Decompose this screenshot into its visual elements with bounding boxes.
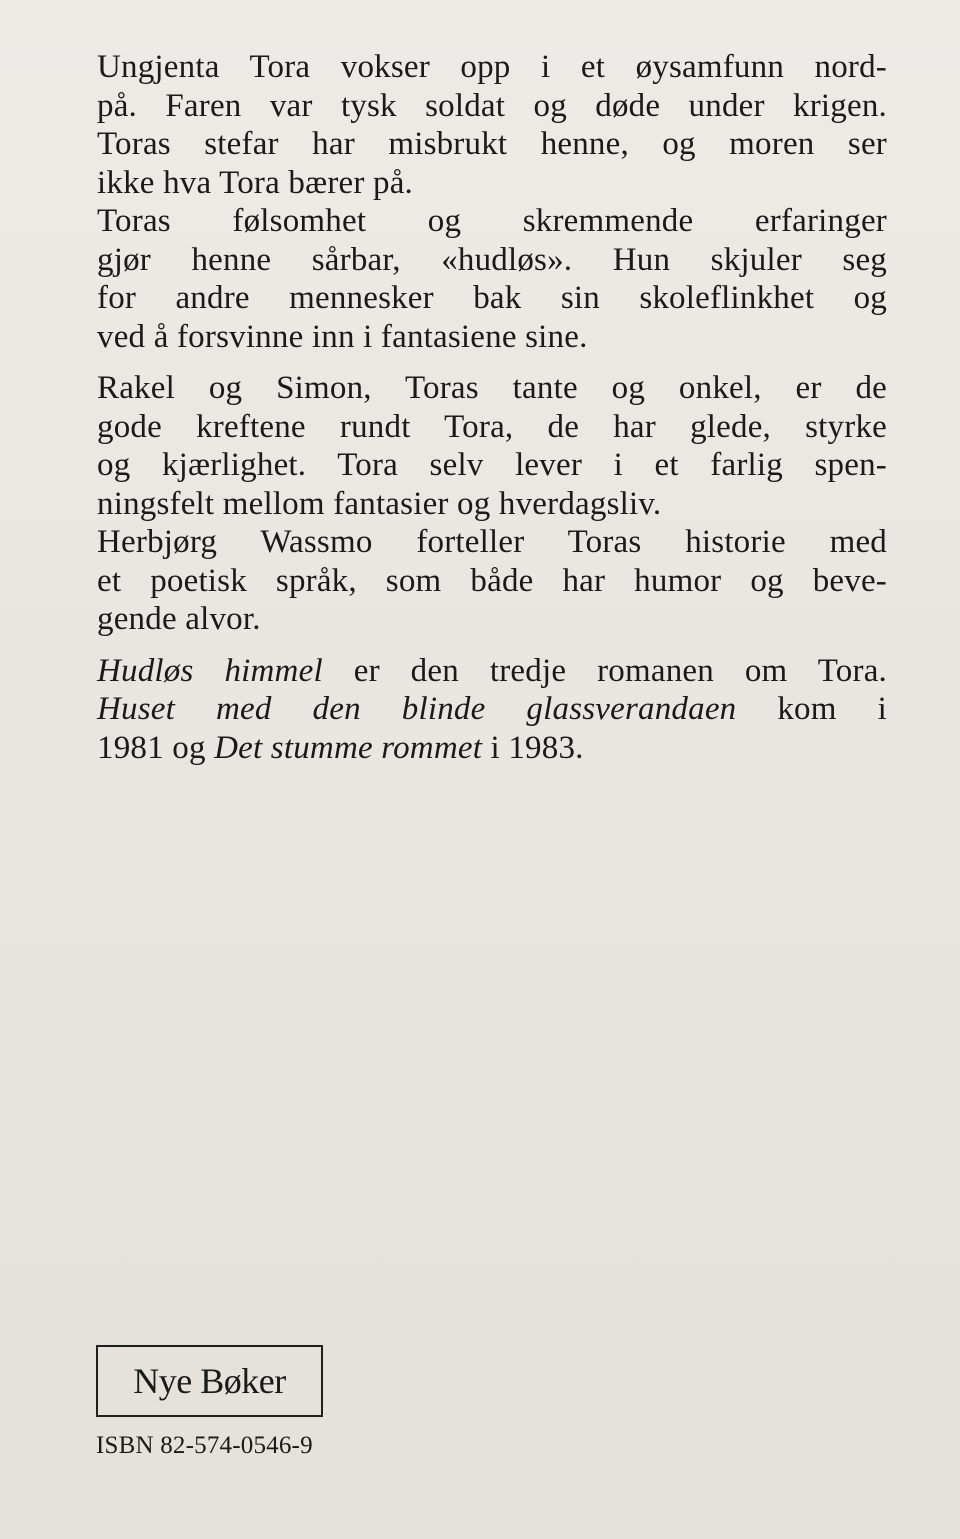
text-line: ved å forsvinne inn i fantasiene sine. — [97, 318, 588, 355]
blurb-paragraph-1 — [97, 48, 887, 356]
text-run: i 1983. — [482, 729, 584, 766]
text-line: Toras følsomhet og skremmende erfaringer — [97, 203, 887, 239]
book-title: Det stumme rommet — [214, 729, 483, 766]
text-line: og kjærlighet. Tora selv lever i et farlig spen- — [97, 447, 887, 483]
blurb-text — [97, 48, 887, 780]
book-title: Hudløs himmel — [97, 652, 323, 689]
text-line: gode kreftene rundt Tora, de har glede, styrke — [97, 408, 887, 445]
blurb-paragraph-3 — [97, 652, 887, 768]
text-line: et poetisk språk, som både har humor og beve- — [97, 562, 887, 599]
isbn-number: ISBN 82-574-0546-9 — [96, 1432, 313, 1459]
text-line: Toras stefar har misbrukt henne, og moren ser — [97, 126, 887, 162]
text-line: Ungjenta Tora vokser opp i et øysamfunn nord- — [97, 49, 887, 85]
text-run: kom i — [736, 691, 887, 727]
text-line: på. Faren var tysk soldat og døde under krigen. — [97, 87, 887, 124]
text-line: ikke hva Tora bærer på. — [97, 164, 413, 201]
text-line: gende alvor. — [97, 601, 261, 637]
text-run: er den tredje romanen om Tora. — [322, 652, 887, 689]
text-line: ningsfelt mellom fantasier og hverdagsliv. — [97, 485, 662, 522]
text-line: Rakel og Simon, Toras tante og onkel, er de — [97, 370, 887, 406]
text-line — [97, 652, 887, 691]
text-line: Herbjørg Wassmo forteller Toras historie med — [97, 524, 887, 560]
text-line — [97, 690, 887, 729]
text-line: gjør henne sårbar, «hudløs». Hun skjuler seg — [97, 241, 887, 278]
text-line: for andre mennesker bak sin skoleflinkhet og — [97, 280, 887, 316]
text-line — [97, 729, 887, 768]
book-title: Huset med den blinde glassverandaen — [97, 691, 737, 727]
publisher-logo: Nye Bøker — [96, 1345, 323, 1417]
text-run: 1981 og — [97, 729, 215, 766]
blurb-paragraph-2 — [97, 369, 887, 639]
